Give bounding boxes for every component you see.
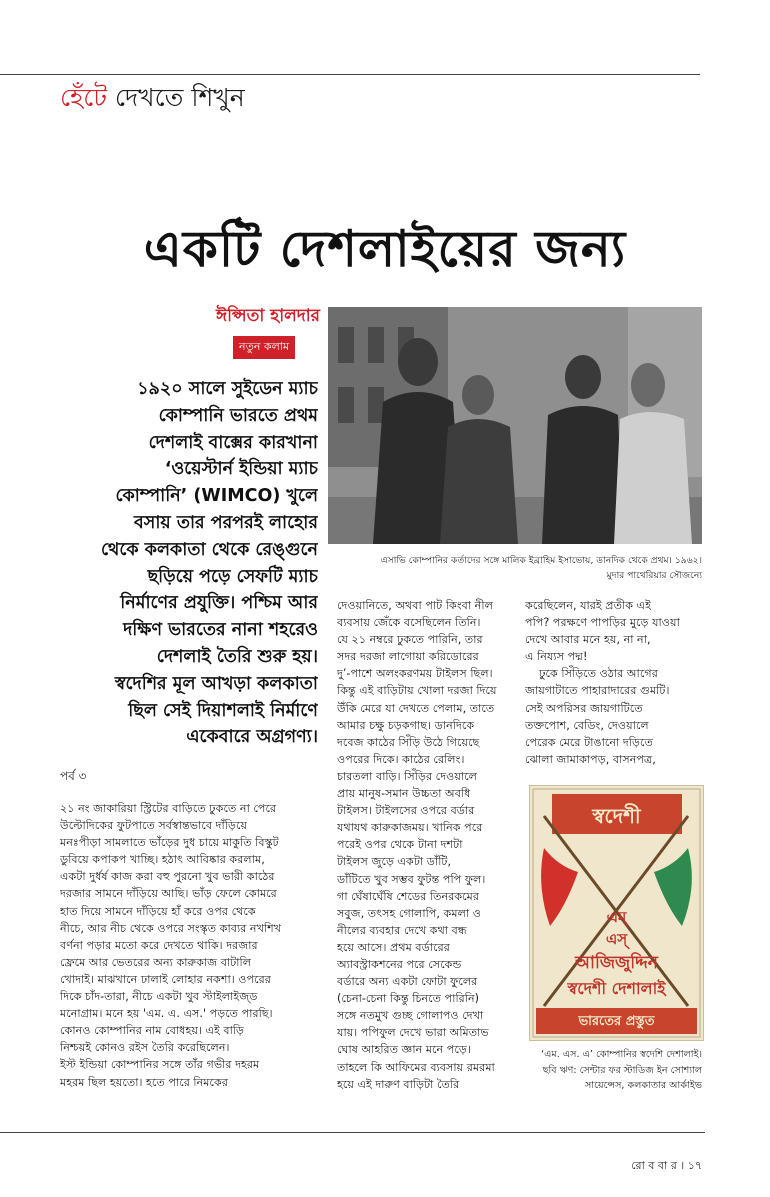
body-line: বর্ণনা পড়ার মতো করে দেখতে থাকি। দরজার	[60, 938, 258, 952]
body-line: সঙ্গে নতমুখ গুচ্ছ গোলাপও দেখা	[337, 1009, 484, 1023]
body-line: পেরেক মেরে টাঙানো দড়িতে	[525, 735, 653, 749]
body-line: কোনও কোম্পানির নাম বোধহয়। এই বাড়ি	[60, 1024, 245, 1038]
body-line: তক্তপোশ, বেডিং, দেওয়ালে	[525, 718, 649, 732]
body-line: যথাযথ কারুকাজময়। খানিক পরে	[337, 821, 483, 835]
body-line: গা ঘেঁষাঘেঁষি শেডের তিনরকমের	[337, 889, 480, 903]
body-line: সবুজ, তৎসহ গোলাপি, কমলা ও	[337, 906, 481, 920]
bottom-rule	[0, 1132, 705, 1133]
body-line: দু’-পাশে অলংকরণময় টাইলস ছিল।	[337, 667, 493, 681]
body-line: টাইলস জুড়ে একটা ডাঁটি,	[337, 855, 452, 869]
matchbox-top-text: স্বদেশী	[592, 804, 641, 828]
body-line: খোদাই। মাঝখানে ঢালাই লোহার নকশা। ওপরের	[60, 972, 271, 986]
historic-photo	[328, 307, 702, 544]
body-line: ফ্রেমে আর ভেতরের অন্য কারুকাজ বাটালি	[60, 955, 252, 969]
body-line: দবেজ কাঠের সিঁড়ি উঠে গিয়েছে	[337, 735, 480, 749]
body-line: মনঃপীড়া সামলাতে ভাঁড়ের দুধ চায়ে মাকুতি বিস্কুট	[60, 836, 279, 850]
matchbox-caption-line: ‘এম. এস. এ’ কোম্পানির স্বদেশি দেশালাই।	[541, 1049, 702, 1060]
pull-quote-line: ‘ওয়েস্টার্ন ইন্ডিয়া ম্যাচ	[164, 459, 318, 480]
matchbox-bottom-text: ভারতের প্রস্তুত	[578, 1014, 655, 1029]
body-line: ঝোলা জামাকাপড়, বাসনপত্র,	[525, 752, 656, 766]
body-line: এ নিয্যস পদ্ম!	[525, 650, 588, 664]
body-line: নীলের ব্যবহার দেখে কথা বন্ধ	[337, 923, 467, 937]
body-line: চারতলা বাড়ি। সিঁড়ির দেওয়ালে	[337, 769, 477, 783]
pull-quote-line: স্বদেশির মূল আখড়া কলকাতা	[114, 673, 318, 694]
body-line: ব্যবসায় জেঁকে বসেছিলেন তিনি।	[337, 616, 481, 630]
pull-quote-line: একেবারে অগ্রগণ্য।	[186, 727, 318, 748]
matchbox-line-1: এম্	[606, 908, 627, 926]
body-column-1	[60, 800, 320, 1091]
body-line: দেখে আবার মনে হয়, না না,	[525, 633, 651, 647]
body-line: যে ২১ নম্বরে ঢুকতে পারিনি, তার	[337, 633, 483, 647]
body-line: দিকে চাঁদ-তারা, নীচে একটা খুব স্টাইলাইজ্‌ড	[60, 990, 258, 1004]
body-line: ওপরের দিকে। কাঠের রেলিং।	[337, 752, 465, 766]
body-column-3	[525, 597, 705, 768]
body-line: ২১ নং জাকারিয়া স্ট্রিটের বাড়িতে ঢুকতে না পেরে	[60, 802, 277, 815]
page-folio: রো ব বা র । ১৭	[631, 1159, 702, 1172]
pull-quote-line: নির্মাণের প্রযুক্তি। পশ্চিম আর	[120, 593, 318, 614]
body-line: পপি? পরক্ষণে পাপড়ির মুড়ে যাওয়া	[525, 616, 680, 630]
body-line: হয়ে এই দারুণ বাড়িটা তৈরি	[337, 1077, 460, 1091]
body-line: অ্যাবস্ট্রাকশনের পরে সেকেন্ড	[337, 957, 462, 971]
matchbox-line-4: স্বদেশী দেশালাই	[567, 979, 666, 998]
pull-quote-line: ১৯২০ সালে সুইডেন ম্যাচ	[137, 379, 318, 399]
pull-quote-line: দেশলাই তৈরি শুরু হয়।	[156, 646, 318, 667]
body-line: জায়গাটাতে পাহারাদারের গুমটি।	[525, 684, 670, 698]
matchbox-caption-line: ছবি ঋণ: সেন্টার ফর স্টাডিজ ইন সোশ্যাল	[542, 1064, 702, 1076]
photo-caption-line: এসাভি কোম্পানির কর্তাদের সঙ্গে মালিক ইব্রাহিম ইসাভোয়, ডানদিক থেকে প্রথম। ১৯৬২।	[380, 555, 702, 566]
body-line: তাহলে কি আফিমের ব্যবসায় রমরমা	[337, 1060, 495, 1074]
body-line: নিশ্চয়ই কোনও রইস তৈরি করেছিলেন।	[60, 1041, 230, 1055]
body-line: (চেনা-চেনা কিন্তু চিনতে পারিনি)	[337, 992, 480, 1006]
pull-quote-line: কোম্পানি ভারতে প্রথম	[158, 405, 318, 426]
pull-quote	[60, 376, 318, 751]
body-line: দেওয়ানিতে, অথবা পাট কিংবা নীল	[337, 599, 493, 612]
part-label: পর্ব ৩	[60, 769, 87, 783]
section-header	[60, 78, 245, 121]
body-line: হয়ে আসে। প্রথম বর্ডারের	[337, 940, 450, 954]
body-line: উঁকি মেরে যা দেখতে পেলাম, তাতে	[337, 701, 495, 715]
top-rule	[0, 74, 700, 75]
pull-quote-line: ছড়িয়ে পড়ে সেফটি ম্যাচ	[147, 566, 318, 587]
body-line: ডাঁটিতে খুব সম্ভব ফুটন্ত পপি ফুল।	[337, 872, 486, 886]
body-line: বর্ডারে অন্য একটা ফোটা ফুলের	[337, 975, 478, 989]
body-line: ঘোষ আহরিত জ্ঞান মনে পড়ে।	[337, 1043, 471, 1057]
photo-caption	[328, 553, 702, 583]
body-line: উল্টোদিকের ফুটপাতে সর্বস্বান্তভাবে দাঁড়িয়ে	[60, 819, 248, 833]
body-line: সদর দরজা লাগোয়া করিডোরের	[337, 650, 479, 664]
matchbox-caption-line: সায়েন্সেস, কলকাতার আর্কাইভ	[585, 1080, 702, 1092]
body-line: আমার চক্ষু চড়কগাছ। ডানদিকে	[337, 718, 475, 732]
pull-quote-line: ছিল সেই দিয়াশলাই নির্মাণে	[128, 700, 318, 721]
body-line: করেছিলেন, যারই প্রতীক এই	[525, 599, 651, 612]
body-line: মহরম ছিল হয়তো। হতে পারে নিমকের	[60, 1075, 228, 1089]
headline: একটি দেশলাইয়ের জন্য	[143, 220, 627, 278]
section-header-prefix: হেঁটে	[60, 83, 107, 112]
body-line: নীচে, আর নীচ থেকে ওপরে সংস্কৃত কাব্যর নখশিখ	[60, 921, 282, 935]
body-line: যায়। পপিফুল দেখে ভারা অমিতাভ	[337, 1026, 489, 1040]
column-badge: নতুন কলাম	[233, 336, 295, 359]
pull-quote-line: বসায় তার পরপরই লাহোর	[134, 512, 318, 533]
matchbox-caption	[522, 1047, 702, 1094]
body-line: ডুবিয়ে কপাকপ খাচ্ছি। হঠাৎ আবিষ্কার করলাম,	[60, 853, 265, 867]
section-header-rest: দেখতে শিখুন	[106, 83, 245, 112]
matchbox-line-3: আজিজুদ্দিন	[575, 953, 658, 973]
body-line: একটা দুর্ধর্ষ কাজ করা বহু পুরনো খুব ভারী কাঠের	[60, 870, 275, 884]
photo-caption-credit: মুদার পাথেরিয়ার সৌজন্যে	[606, 570, 702, 581]
matchbox-label-image	[529, 785, 704, 1041]
matchbox-line-2: এস্	[605, 930, 628, 948]
body-line: টাইলস। টাইলসের ওপরে বর্ডার	[337, 804, 475, 818]
pull-quote-line: কোম্পানি’ (WIMCO) খুলে	[115, 486, 318, 507]
body-column-2	[337, 597, 513, 1093]
body-line: ইস্ট ইন্ডিয়া কোম্পানির সঙ্গে তাঁর গভীর দহরম	[60, 1058, 260, 1072]
body-line: কিন্তু এই বাড়িটায় খোলা দরজা দিয়ে	[337, 684, 497, 698]
body-line: পরেই ওপর থেকে টানা দশটা	[337, 838, 463, 852]
body-line: দরজার সামনে দাঁড়িয়ে আছি। ভাঁড় ফেলে কোমরে	[60, 887, 277, 901]
body-line: মনোগ্রাম। মনে হয় 'এম. এ. এস.' পড়তে পারছি।	[60, 1007, 273, 1021]
body-line: ঢুকে সিঁড়িতে ওঠার আগের	[525, 667, 658, 681]
pull-quote-line: দক্ষিণ ভারতের নানা শহরেও	[123, 620, 318, 641]
body-line: হাত দিয়ে সামনে দাঁড়িয়ে হাঁ করে ওপর থেকে	[60, 904, 256, 918]
pull-quote-line: দেশলাই বাক্সের কারখানা	[148, 432, 318, 453]
body-line: সেই অপরিসর জায়গাটিতে	[525, 701, 643, 715]
author-name: ঈপ্সিতা হালদার	[215, 306, 320, 326]
body-line: প্রায় মানুষ-সমান উচ্চতা অবধি	[337, 787, 471, 801]
pull-quote-line: থেকে কলকাতা থেকে রেঙ্গুনে	[100, 539, 318, 560]
